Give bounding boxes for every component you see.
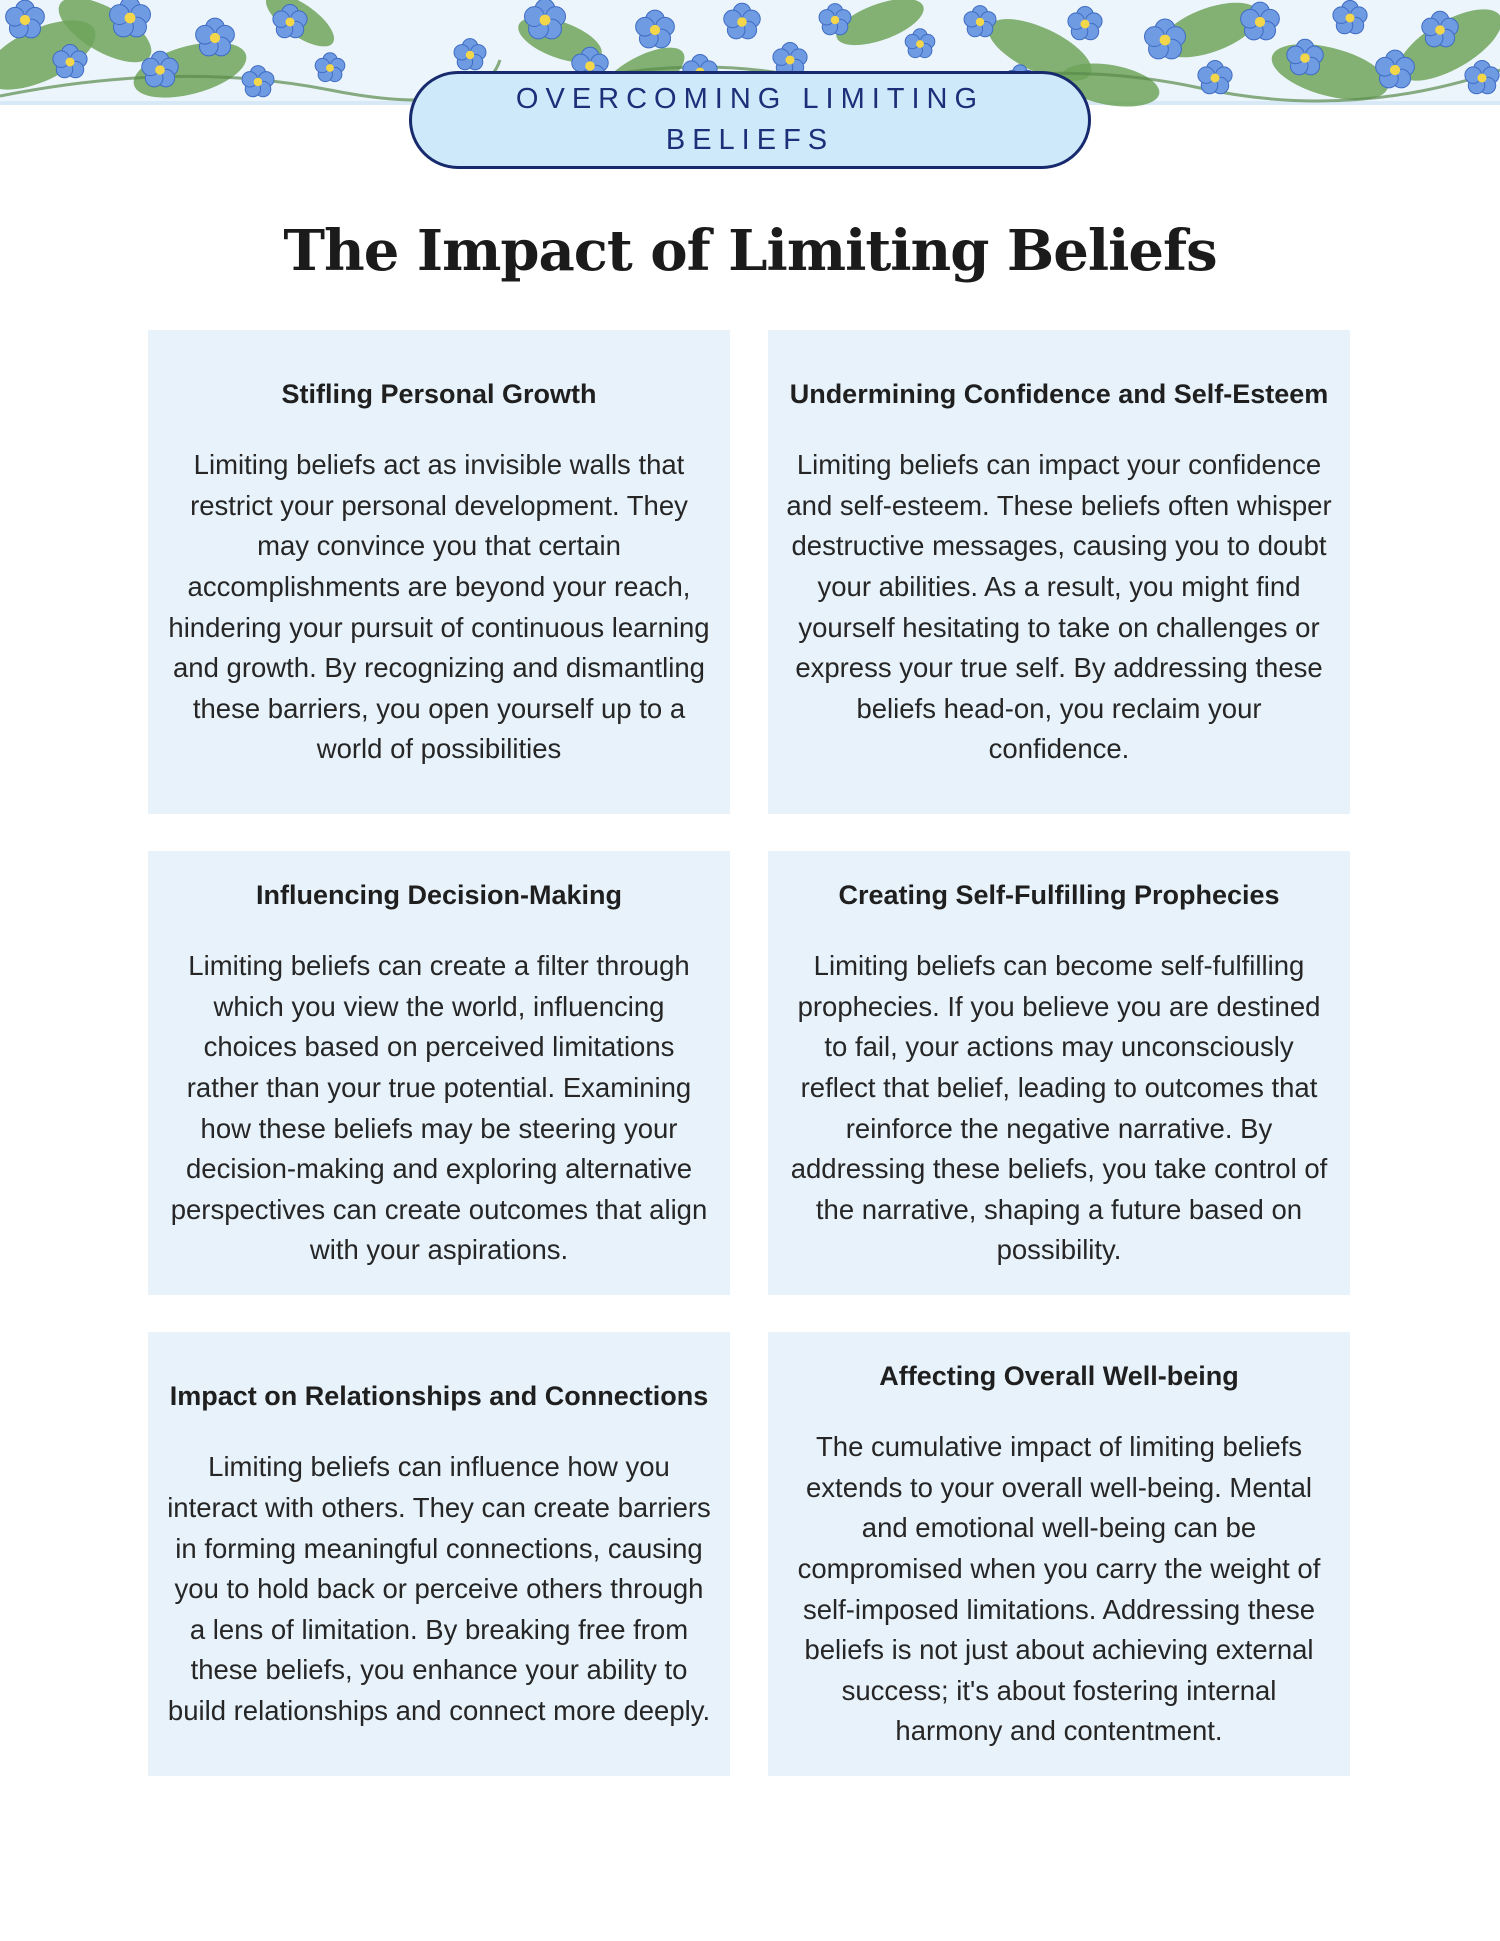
- flower-center: [466, 51, 474, 59]
- card-title: Creating Self-Fulfilling Prophecies: [838, 880, 1280, 911]
- flower-center: [254, 78, 262, 86]
- header-badge: [409, 71, 1091, 169]
- card-self-fulfilling-prophecies: [768, 851, 1350, 1295]
- card-grid: [148, 330, 1350, 1776]
- flower-center: [585, 61, 595, 71]
- flower-center: [1211, 74, 1220, 83]
- card-body: Limiting beliefs can influence how you interact with others. They can create barriers in forming meaningful connections, causing you to hold back or perceive others through a lens of limitation. By breaking free from these beliefs, you enhance your ability to build relationships and connect more deeply.: [167, 1451, 711, 1726]
- flower-center: [976, 18, 984, 26]
- card-relationships-connections: [148, 1332, 730, 1776]
- flower-center: [1435, 25, 1445, 35]
- flower-center: [650, 25, 660, 35]
- card-stifling-personal-growth: [148, 330, 730, 814]
- flower-center: [1300, 53, 1310, 63]
- flower-center: [1390, 65, 1400, 75]
- flower-center: [1081, 20, 1090, 29]
- flower-center: [326, 64, 334, 72]
- card-body: Limiting beliefs can create a filter through which you view the world, influencing choices based on perceived limitations rather than your true potential. Examining how these beliefs may be steering your decision-making and exploring alternative perspectives can create outcomes that align with your aspirations.: [170, 950, 708, 1266]
- flower-center: [286, 18, 295, 27]
- flower-center: [210, 33, 220, 43]
- card-body: Limiting beliefs can impact your confidence and self-esteem. These beliefs often whisper destructive messages, causing you to doubt your abilities. As a result, you might find yourself hesitating to take on challenges or express your true self. By addressing these beliefs head-on, you reclaim your confidence.: [786, 449, 1332, 765]
- flower-center: [125, 13, 136, 24]
- flower-center: [1255, 17, 1265, 27]
- flower-center: [20, 15, 30, 25]
- flower-center: [1346, 14, 1355, 23]
- card-title: Stifling Personal Growth: [281, 379, 597, 410]
- card-title: Influencing Decision-Making: [255, 880, 623, 911]
- flower-center: [540, 15, 551, 26]
- card-overall-well-being: [768, 1332, 1350, 1776]
- card-title: Affecting Overall Well-being: [879, 1361, 1239, 1392]
- flower-center: [737, 17, 747, 27]
- flower-center: [66, 58, 75, 67]
- card-title: Impact on Relationships and Connections: [169, 1381, 709, 1412]
- flower-center: [786, 56, 795, 65]
- card-body: Limiting beliefs can become self-fulfilling prophecies. If you believe you are destined to fail, your actions may unconsciously reflect that belief, leading to outcomes that reinforce the negative narrative. By addressing these beliefs, you take control of the narrative, shaping a future based on possibility.: [790, 950, 1328, 1266]
- card-body: The cumulative impact of limiting beliefs extends to your overall well-being. Mental and emotional well-being can be compromised when you carry the weight of self-imposed limitations. Addressing these beliefs is not just about achieving external success; it's about fostering internal harmony and contentment.: [797, 1431, 1321, 1747]
- card-body: Limiting beliefs act as invisible walls that restrict your personal development. They may convince you that certain accomplishments are beyond your reach, hindering your pursuit of continuous learning and growth. By recognizing and dismantling these barriers, you open yourself up to a world of possibilities: [168, 449, 710, 765]
- flower-center: [1160, 35, 1171, 46]
- page-title: The Impact of Limiting Beliefs: [283, 218, 1217, 284]
- card-influencing-decision-making: [148, 851, 730, 1295]
- card-title: Undermining Confidence and Self-Esteem: [789, 379, 1329, 410]
- flower-center: [1478, 74, 1487, 83]
- card-undermining-confidence: [768, 330, 1350, 814]
- header-badge-label: OVERCOMING LIMITING BELIEFS: [515, 83, 985, 156]
- flower-center: [155, 65, 165, 75]
- flower-center: [916, 40, 924, 48]
- flower-center: [831, 16, 839, 24]
